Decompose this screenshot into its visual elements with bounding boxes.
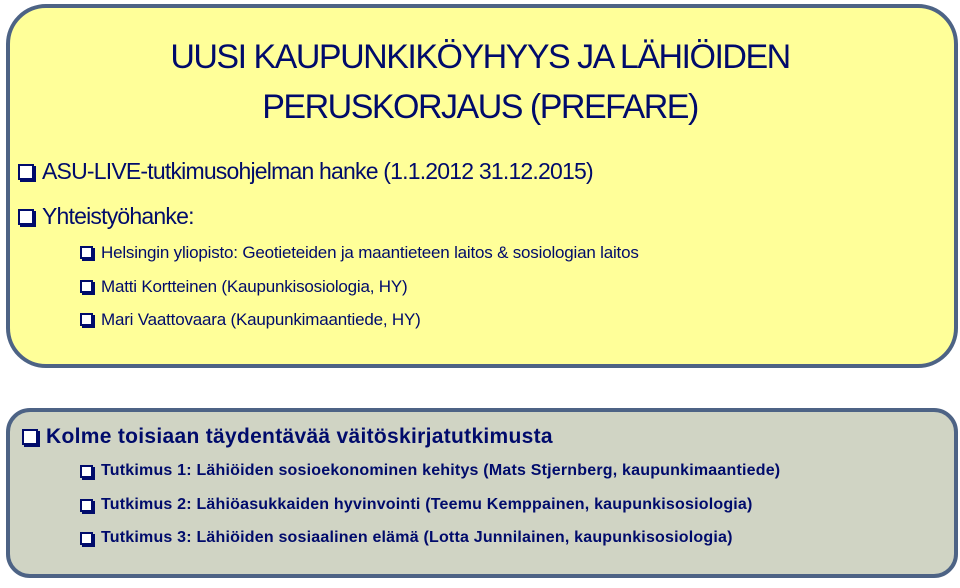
checkbox-bullet-icon [80,499,93,512]
study-3 [80,530,733,546]
checkbox-bullet-icon [22,429,38,445]
checkbox-bullet-icon [80,465,93,478]
checkbox-bullet-icon [18,209,34,225]
subbullet-text: Helsingin yliopisto: Geotieteiden ja maantieteen laitos & sosiologian laitos [101,243,639,262]
bullet-program [18,160,593,183]
checkbox-bullet-icon [18,164,34,180]
subbullet-text: Matti Kortteinen (Kaupunkisosiologia, HY) [101,277,408,296]
subbullet-kortteinen [80,278,407,295]
title-line-2: PERUSKORJAUS (PREFARE) [262,88,698,126]
title-line-1: UUSI KAUPUNKIKÖYHYYS JA LÄHIÖIDEN [170,38,790,76]
study-1 [80,463,780,479]
checkbox-bullet-icon [80,532,93,545]
dissertations-heading [22,426,553,447]
checkbox-bullet-icon [80,246,93,259]
study-text: Tutkimus 2: Lähiöasukkaiden hyvinvointi (Teemu Kemppainen, kaupunkisosiologia) [101,496,753,513]
heading-text: Kolme toisiaan täydentävää väitöskirjatutkimusta [46,425,553,448]
subbullet-university [80,244,639,261]
subbullet-vaattovaara [80,311,421,328]
checkbox-bullet-icon [80,313,93,326]
subbullet-text: Mari Vaattovaara (Kaupunkimaantiede, HY) [101,310,421,329]
checkbox-bullet-icon [80,280,93,293]
study-text: Tutkimus 1: Lähiöiden sosioekonominen kehitys (Mats Stjernberg, kaupunkimaantiede) [101,462,781,479]
bullet-text: Yhteistyöhanke: [42,203,194,229]
study-2 [80,497,753,513]
bullet-cooperation [18,205,194,228]
study-text: Tutkimus 3: Lähiöiden sosiaalinen elämä (Lotta Junnilainen, kaupunkisosiologia) [101,529,733,546]
bullet-text: ASU-LIVE-tutkimusohjelman hanke (1.1.2012 31.12.2015) [42,158,593,184]
